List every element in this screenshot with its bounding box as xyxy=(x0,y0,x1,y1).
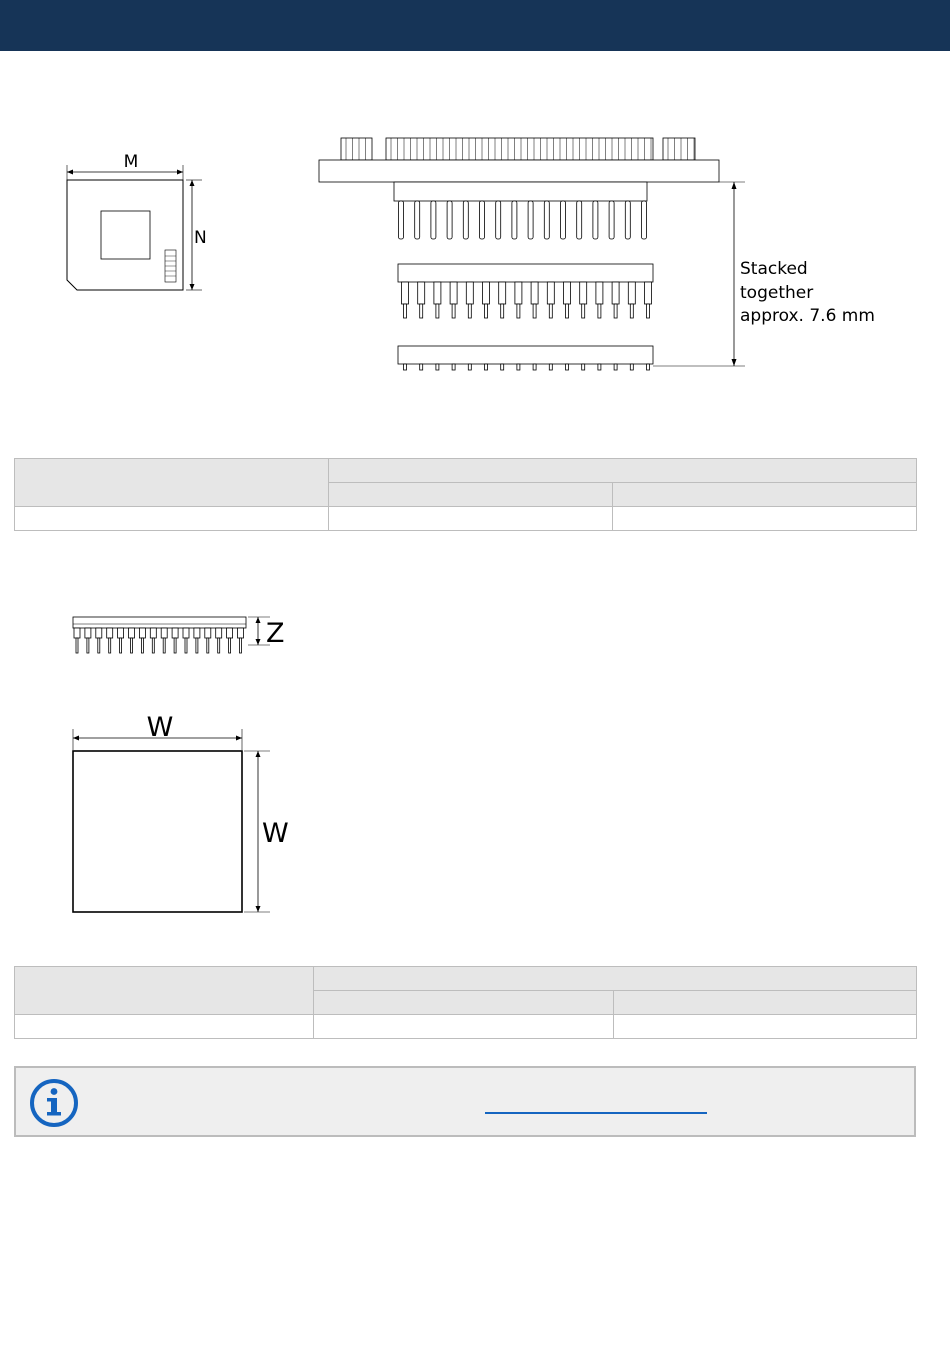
middle-pin-sleeve xyxy=(515,282,522,304)
upper-pin xyxy=(642,201,647,239)
middle-pin-tip xyxy=(549,304,552,318)
middle-pin-sleeve xyxy=(483,282,490,304)
side-view-pin xyxy=(229,638,231,653)
middle-pin-sleeve xyxy=(628,282,635,304)
bottom-pin xyxy=(630,364,633,370)
dimension-m-label: M xyxy=(123,152,139,172)
side-view-pin xyxy=(87,638,89,653)
side-view-pin-sleeve xyxy=(118,628,124,638)
side-view-pin-sleeve xyxy=(139,628,145,638)
bottom-pin xyxy=(485,364,488,370)
middle-pin-tip xyxy=(404,304,407,318)
top-header-2 xyxy=(386,138,653,160)
upper-pin xyxy=(625,201,630,239)
bottom-pin xyxy=(582,364,585,370)
table-2-cell-1 xyxy=(15,1015,314,1039)
middle-pin-sleeve xyxy=(547,282,554,304)
side-view-pin-sleeve xyxy=(183,628,189,638)
side-view-pin xyxy=(76,638,78,653)
middle-pin-sleeve xyxy=(402,282,409,304)
middle-pin-sleeve xyxy=(434,282,441,304)
side-view-pin xyxy=(109,638,111,653)
dimension-n-label: N xyxy=(194,228,207,248)
info-note xyxy=(14,1066,916,1137)
upper-pin xyxy=(431,201,436,239)
middle-pin-sleeve xyxy=(450,282,457,304)
side-view-pin-sleeve xyxy=(107,628,113,638)
table-1-header-left xyxy=(15,459,329,507)
middle-pin-sleeve xyxy=(466,282,473,304)
side-view-pin xyxy=(218,638,220,653)
middle-pin-tip xyxy=(582,304,585,318)
bottom-pin xyxy=(533,364,536,370)
middle-pin-tip xyxy=(598,304,601,318)
table-1-cell-2 xyxy=(328,507,613,531)
side-view-pin xyxy=(120,638,122,653)
table-2-subheader-1 xyxy=(313,991,614,1015)
adapter-top-view-w-diagram xyxy=(65,705,300,925)
middle-socket-strip xyxy=(398,264,653,282)
middle-pin-tip xyxy=(533,304,536,318)
table-2-subheader-2 xyxy=(614,991,917,1015)
middle-pin-sleeve xyxy=(418,282,425,304)
stack-note-line-3: approx. 7.6 mm xyxy=(740,306,875,326)
bottom-pin xyxy=(452,364,455,370)
upper-pin xyxy=(577,201,582,239)
dimension-w-vertical-label: W xyxy=(262,818,289,849)
middle-pin-sleeve xyxy=(531,282,538,304)
middle-pin-tip xyxy=(647,304,650,318)
side-view-pin xyxy=(131,638,133,653)
table-2-cell-3 xyxy=(614,1015,917,1039)
bottom-pin xyxy=(614,364,617,370)
stack-note-line-2: together xyxy=(740,283,814,303)
side-view-pin-sleeve xyxy=(150,628,156,638)
side-view-pin-sleeve xyxy=(216,628,222,638)
middle-pin-sleeve xyxy=(499,282,506,304)
side-view-pin-sleeve xyxy=(238,628,244,638)
table-2-header-left xyxy=(15,967,314,1015)
table-1-cell-1 xyxy=(15,507,329,531)
middle-pin-sleeve xyxy=(564,282,571,304)
middle-pin-tip xyxy=(436,304,439,318)
bottom-pin xyxy=(501,364,504,370)
middle-pin-tip xyxy=(452,304,455,318)
side-view-pin xyxy=(174,638,176,653)
upper-pin xyxy=(463,201,468,239)
bottom-pin xyxy=(436,364,439,370)
upper-pin xyxy=(512,201,517,239)
side-view-body xyxy=(73,617,246,628)
info-note-link[interactable] xyxy=(485,1112,707,1114)
bottom-pin xyxy=(517,364,520,370)
side-view-pin xyxy=(152,638,154,653)
side-view-pin xyxy=(207,638,209,653)
upper-pin xyxy=(528,201,533,239)
header-banner xyxy=(0,0,950,51)
side-view-pin-sleeve xyxy=(85,628,91,638)
adapter-side-view-z-diagram xyxy=(65,608,300,663)
dimension-table-1 xyxy=(14,458,917,531)
table-1-subheader-2 xyxy=(613,483,917,507)
stacked-adapter-side-view-diagram xyxy=(310,130,910,380)
side-view-pin xyxy=(185,638,187,653)
middle-pin-sleeve xyxy=(612,282,619,304)
side-view-pin-sleeve xyxy=(74,628,80,638)
side-view-pin-sleeve xyxy=(194,628,200,638)
middle-pin-tip xyxy=(420,304,423,318)
upper-pin xyxy=(480,201,485,239)
side-view-pin-sleeve xyxy=(205,628,211,638)
upper-pin xyxy=(544,201,549,239)
bottom-pin xyxy=(468,364,471,370)
table-2-header-group xyxy=(313,967,916,991)
middle-pin-tip xyxy=(566,304,569,318)
socket-top-view-diagram xyxy=(55,145,225,295)
middle-pin-sleeve xyxy=(580,282,587,304)
side-view-pin-sleeve xyxy=(161,628,167,638)
side-view-pin xyxy=(240,638,242,653)
middle-pin-sleeve xyxy=(596,282,603,304)
side-view-pin xyxy=(141,638,143,653)
upper-pin xyxy=(561,201,566,239)
bottom-pin xyxy=(549,364,552,370)
side-view-pin-sleeve xyxy=(227,628,233,638)
middle-pin-tip xyxy=(614,304,617,318)
info-icon xyxy=(26,1078,82,1128)
upper-pin-block xyxy=(394,182,647,201)
side-view-pin xyxy=(196,638,198,653)
side-view-pin-sleeve xyxy=(172,628,178,638)
bottom-pin xyxy=(566,364,569,370)
side-view-pin-sleeve xyxy=(96,628,102,638)
bottom-pin xyxy=(598,364,601,370)
middle-pin-tip xyxy=(517,304,520,318)
upper-pin xyxy=(415,201,420,239)
bottom-pin xyxy=(420,364,423,370)
middle-pin-sleeve xyxy=(645,282,652,304)
top-header-1 xyxy=(341,138,372,160)
table-2-cell-2 xyxy=(313,1015,614,1039)
bottom-pin xyxy=(647,364,650,370)
dimension-z-label: Z xyxy=(266,618,285,649)
bottom-pin xyxy=(404,364,407,370)
side-view-pin xyxy=(163,638,165,653)
table-1-header-group xyxy=(328,459,916,483)
table-1-subheader-1 xyxy=(328,483,613,507)
upper-pin xyxy=(399,201,404,239)
dimension-w-horizontal-label: W xyxy=(146,712,174,743)
upper-pin xyxy=(609,201,614,239)
middle-pin-tip xyxy=(485,304,488,318)
middle-pin-tip xyxy=(630,304,633,318)
upper-pin xyxy=(496,201,501,239)
middle-pin-tip xyxy=(501,304,504,318)
bottom-socket-strip xyxy=(398,346,653,364)
dimension-table-2 xyxy=(14,966,917,1039)
upper-pin xyxy=(447,201,452,239)
side-view-pin-sleeve xyxy=(129,628,135,638)
side-view-pin xyxy=(98,638,100,653)
table-1-cell-3 xyxy=(613,507,917,531)
middle-pin-tip xyxy=(468,304,471,318)
stack-note-line-1: Stacked xyxy=(740,259,808,279)
upper-pin xyxy=(593,201,598,239)
adapter-board xyxy=(319,160,719,182)
